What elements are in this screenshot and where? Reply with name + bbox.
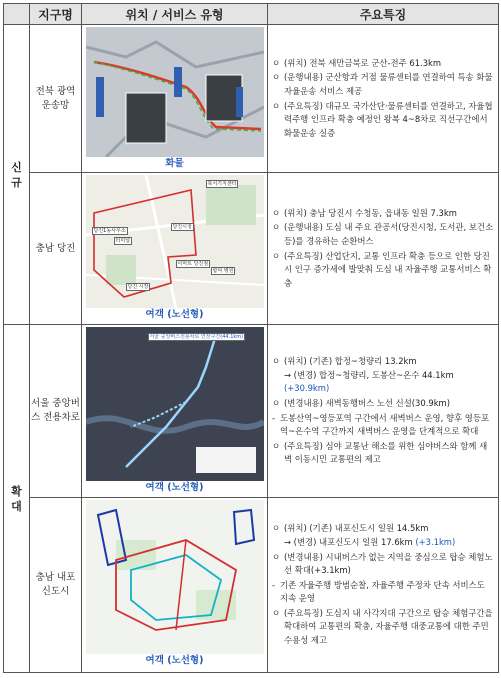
seoul-route-map [86,327,264,481]
bullet: ㅇ [272,72,281,83]
feature-text: (위치) (기존) 내포신도시 일원 14.5km [284,523,429,534]
feature-item [272,221,494,248]
bullet: ㅇ [272,100,281,111]
district-cell: 서울 중앙버스 전용차로 [30,325,82,498]
table-row [4,325,499,498]
dangjin-map-image [86,175,264,308]
bullet: ㅇ [272,397,281,408]
district-cell: 전북 광역 운송망 [30,25,82,173]
feature-item [272,207,494,221]
feature-item [272,397,494,411]
freight-route-map [86,27,264,157]
feature-item [272,412,494,439]
map-label: 터미널 [115,238,130,244]
service-type-caption: 여객 (노선형) [145,482,204,493]
feature-text: (위치) 전북 새만금북로 군산-전주 61.3km [284,57,442,68]
feature-highlight: (+3.1km) [412,536,456,547]
feature-highlight: (+30.9km) [284,383,330,394]
features-cell [268,498,499,673]
feature-item [272,579,494,606]
feature-text: (주요특징) 도심지 내 사각지대 구간으로 탑승 체험구간을 확대하여 교통편의 확충, 자율주행 대중교통에 대한 주민 수용성 제고 [284,607,493,646]
bullet: - [272,579,276,590]
features-list [272,57,494,141]
bullet: ㅇ [272,222,281,233]
bullet: ㅇ [272,551,281,562]
header-district: 지구명 [30,4,82,25]
district-cell: 충남 당진 [30,173,82,325]
features-cell [268,325,499,498]
service-type-caption: 여객 (노선형) [145,309,204,320]
zones-table [3,3,499,673]
features-cell [268,25,499,173]
bullet: ㅇ [272,356,281,367]
features-list [272,355,494,467]
feature-item [272,100,494,141]
map-label: 북서기지센터 [207,181,237,187]
header-features: 주요특징 [268,4,499,25]
table-header-row [4,4,499,25]
feature-item [272,355,494,396]
header-location-service: 위치 / 서비스 유형 [82,4,268,25]
feature-item [272,607,494,648]
bullet: ㅇ [272,57,281,68]
feature-text: (위치) 충남 당진시 수청동, 읍내동 일원 7.3km [284,207,457,218]
feature-item [272,440,494,467]
feature-text: (주요특징) 대규모 국가산단·물류센터를 연결하고, 자율협력주행 인프라 확충 예정인 왕복 4~8차로 직선구간에서 화물운송 실증 [284,100,493,138]
district-cell: 충남 내포 신도시 [30,498,82,673]
bullet: - [272,412,276,423]
feature-text: (위치) (기존) 합정~청량리 13.2km [284,356,417,367]
feature-text: 도봉산역~영등포역 구간에서 새벽버스 운영, 향후 영등포역~온수역 구간까지 새벽버스 운영을 단계적으로 확대 [280,412,490,437]
feature-text: 기존 자율주행 방범순찰, 자율주행 주정차 단속 서비스도 지속 운영 [280,579,485,604]
feature-text: (변경내용) 새벽동행버스 노선 신설(30.9km) [284,397,450,408]
feature-item [272,71,494,98]
feature-item [272,551,494,578]
bullet: ㅇ [272,207,281,218]
features-list [272,522,494,647]
table-row [4,25,499,173]
freight-map-image [86,27,264,157]
category-new [4,25,30,325]
features-list [272,207,494,291]
map-label: 당진1동사무소 [93,228,126,234]
map-label: 당진시청 [172,224,192,230]
feature-item [272,250,494,291]
service-type-caption: 화물 [165,158,184,169]
feature-text: (운행내용) 군산항과 거점 물류센터를 연결하여 특송 화물 자율운송 서비스 제공 [284,72,493,96]
bullet: ㅇ [272,440,281,451]
map-cell [82,325,268,498]
map-label: 합덕 병원 [212,268,234,274]
table-row [4,173,499,325]
service-type-caption: 여객 (노선형) [145,655,204,666]
map-cell [82,25,268,173]
seoul-map-image [86,327,264,481]
bullet: ㅇ [272,607,281,618]
category-expand [4,325,30,673]
feature-text: (주요특징) 심야 교통난 해소를 위한 심야버스와 함께 새벽 이동시민 교통편의 제고 [284,440,488,465]
naepo-map-image [86,500,264,654]
bullet: ㅇ [272,250,281,261]
map-cell [82,173,268,325]
feature-text: (주요특징) 산업단지, 교통 인프라 확충 등으로 인한 당진시 인구 증가세에 발맞춰 도심 내 자율주행 교통서비스 확충 [284,250,492,288]
table-row [4,498,499,673]
header-category [4,4,30,25]
dangjin-route-map [86,175,264,308]
bullet: ㅇ [272,523,281,534]
map-title-label: 서울 중앙버스전용차로 연장구간(44.1km) [149,334,244,340]
naepo-route-map [86,500,264,654]
feature-item [272,57,494,71]
feature-text: (운행내용) 도심 내 주요 관공서(당진시청, 도서관, 보건소 등)를 경유하는 순환버스 [284,222,494,246]
feature-text-change: → (변경) 내포신도시 일원 17.6km [284,536,413,547]
map-label: 당진 시장 [127,284,149,290]
category-label: 신 규 [11,160,22,189]
feature-text-change: → (변경) 합정~청량리, 도봉산~온수 44.1km [284,369,454,380]
features-cell [268,173,499,325]
map-cell [82,498,268,673]
category-label: 확 대 [11,484,22,513]
map-label: 이마트 당진점 [177,261,209,267]
feature-item [272,522,494,549]
feature-text: (변경내용) 시내버스가 없는 지역을 중심으로 탑승 체험노선 확대(+3.1km) [284,551,493,576]
